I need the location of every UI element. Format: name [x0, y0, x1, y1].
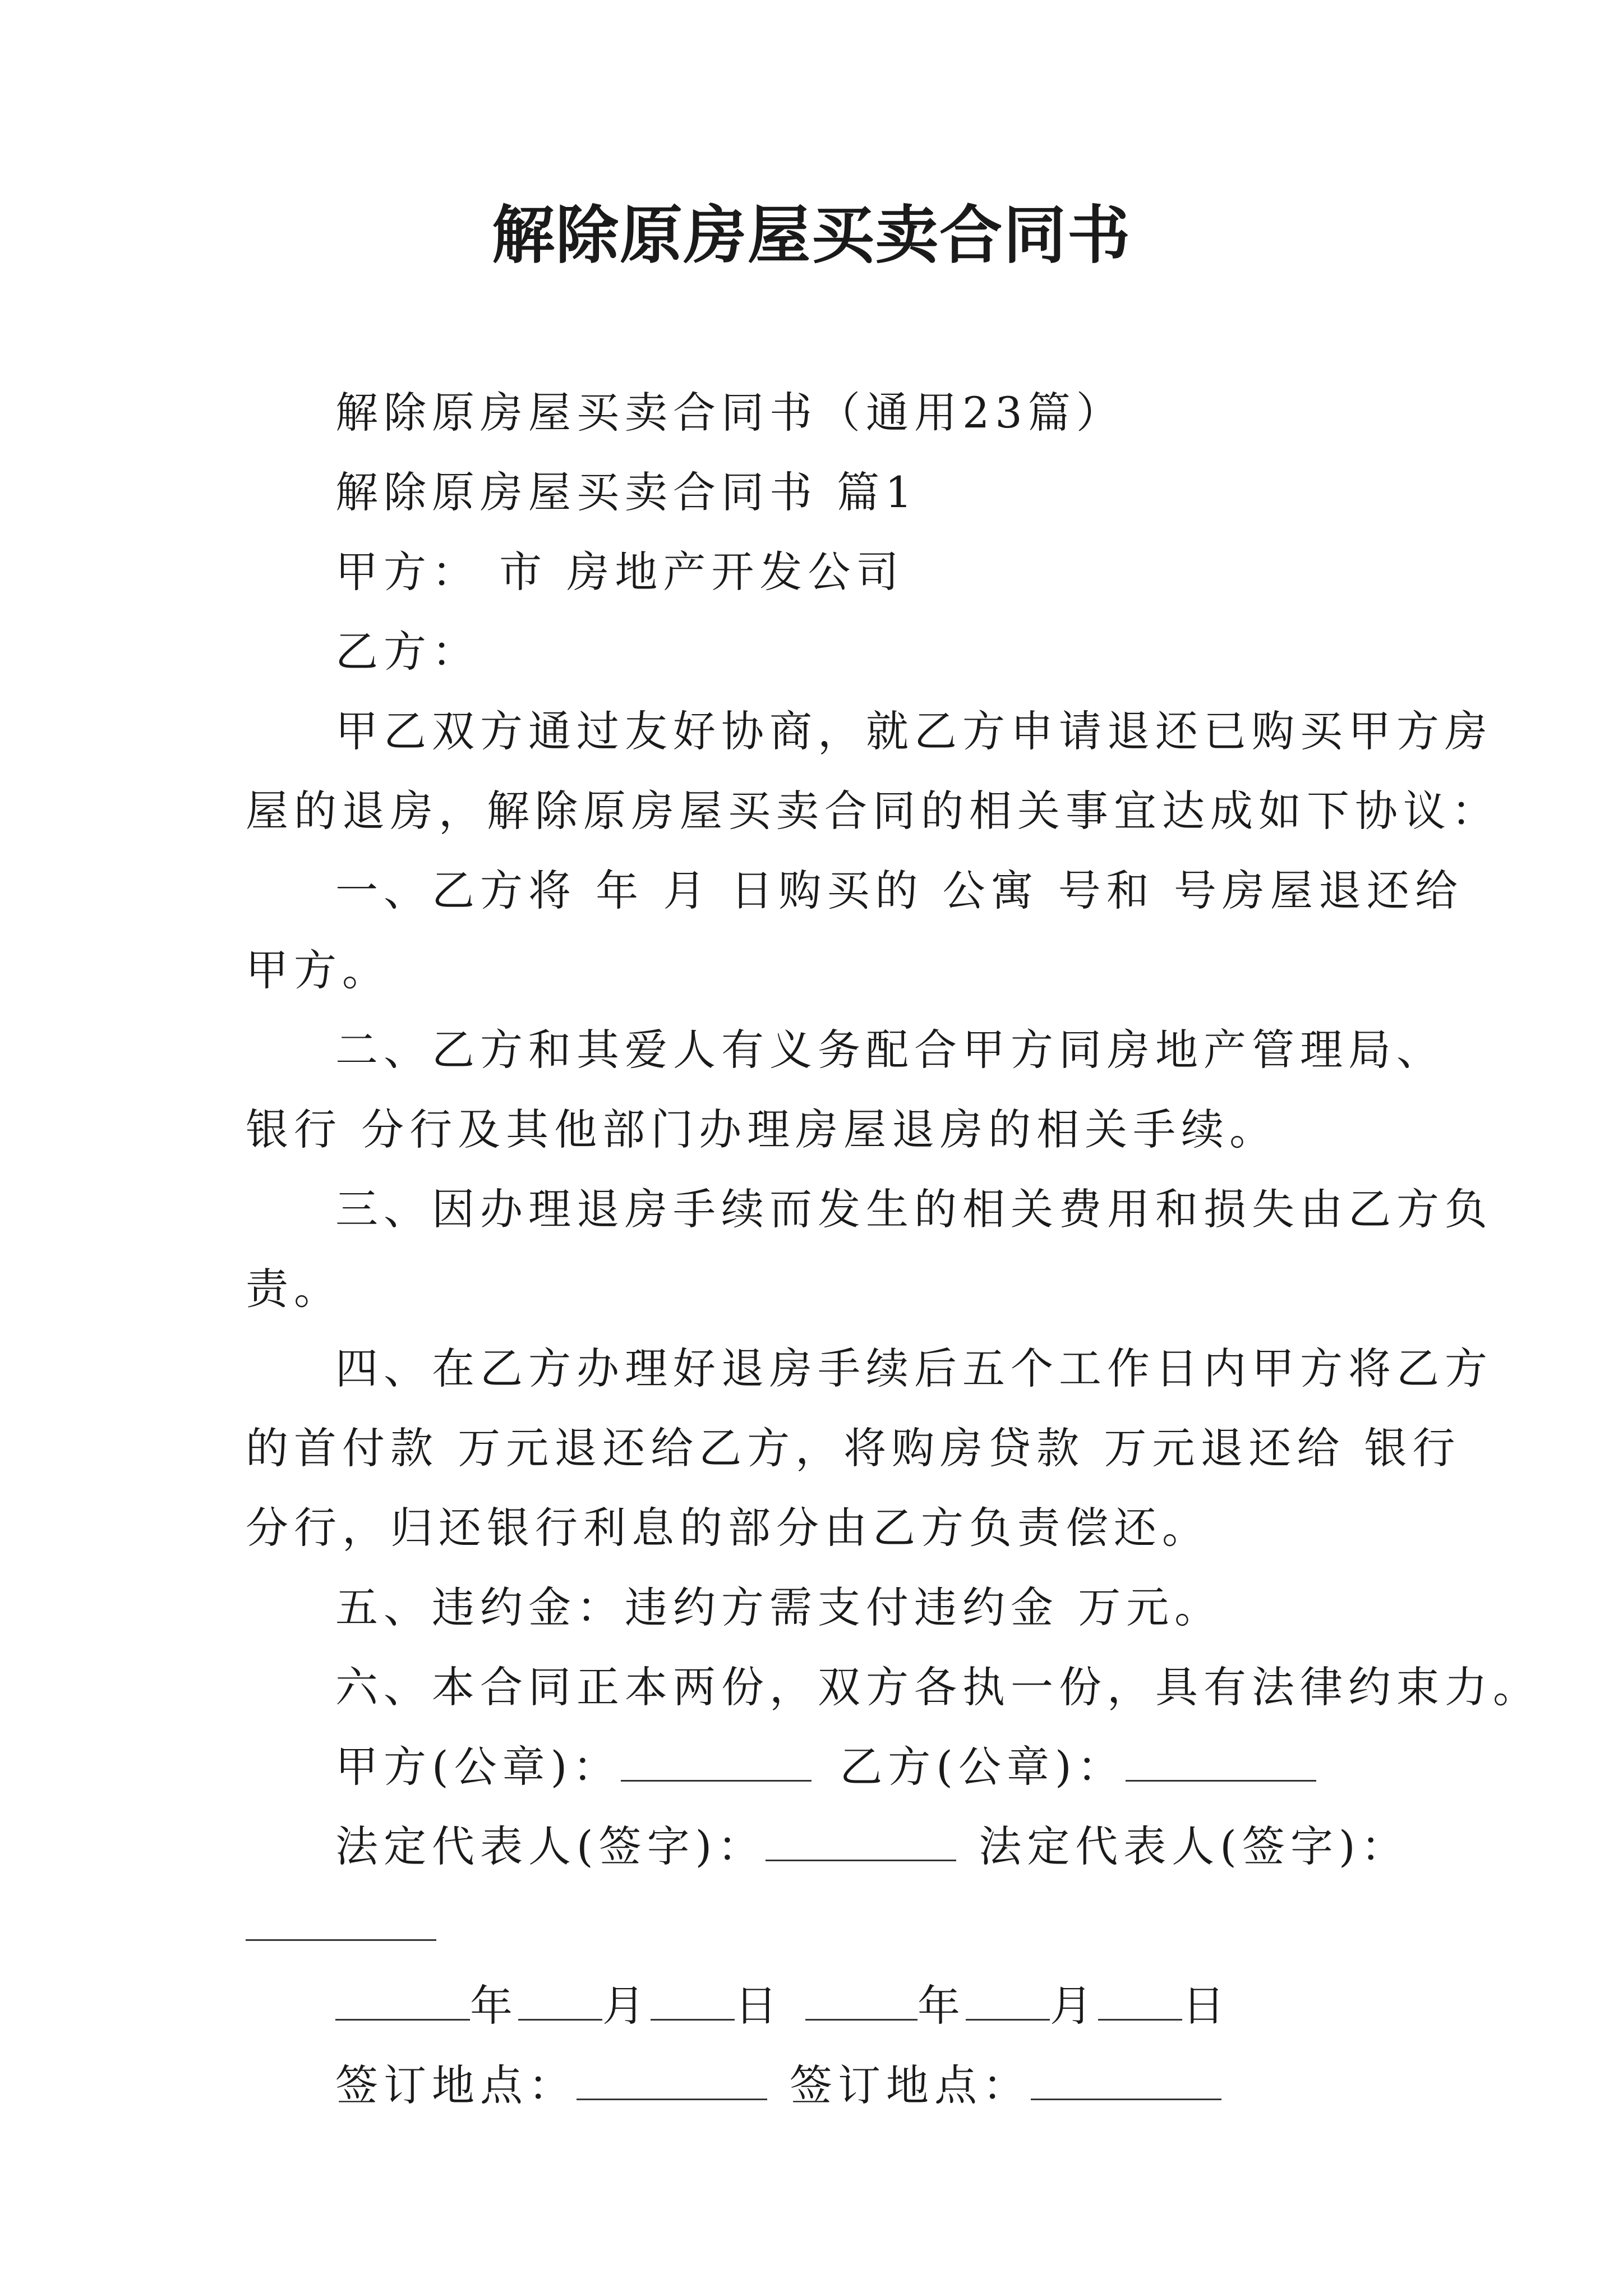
party-b-place-label: 签订地点： [790, 2060, 1031, 2110]
party-b-day-label: 日 [1182, 1981, 1230, 2031]
clause-3-line-1: 三、因办理退房手续而发生的相关费用和损失由乙方负 [335, 1184, 1493, 1234]
party-b-line: 乙方： [335, 627, 480, 677]
party-a-year-blank [335, 1980, 470, 2021]
party-a-day-label: 日 [735, 1981, 783, 2031]
clause-4-line-3: 分行，归还银行利息的部分由乙方负责偿还。 [246, 1503, 1210, 1553]
party-a-seal-blank [621, 1741, 811, 1782]
seal-line [335, 1736, 1316, 1798]
party-b-month-label: 月 [1050, 1981, 1098, 2031]
clause-1-line-1: 一、乙方将 年 月 日购买的 公寓 号和 号房屋退还给 [335, 866, 1463, 915]
intro-paragraph-line-2: 屋的退房，解除原房屋买卖合同的相关事宜达成如下协议： [246, 786, 1500, 836]
signing-place-line [335, 2055, 1221, 2116]
party-a-seal-label: 甲方(公章)： [335, 1742, 621, 1792]
clause-2-line-1: 二、乙方和其爱人有义务配合甲方同房地产管理局、 [335, 1025, 1445, 1075]
party-a-representative-label: 法定代表人(签字)： [335, 1821, 766, 1871]
party-a-day-blank [651, 1980, 735, 2021]
party-a-month-label: 月 [602, 1981, 651, 2031]
party-b-day-blank [1098, 1980, 1182, 2021]
party-a-month-blank [518, 1980, 602, 2021]
clause-6: 六、本合同正本两份，双方各执一份，具有法律约束力。 [335, 1662, 1541, 1712]
party-b-seal-label: 乙方(公章)： [840, 1742, 1126, 1792]
clause-1-line-2: 甲方。 [246, 945, 390, 995]
party-a-place-blank [577, 2059, 767, 2100]
clause-4-line-2: 的首付款 万元退还给乙方，将购房贷款 万元退还给 银行 [246, 1423, 1461, 1473]
representative-line [335, 1816, 1409, 1878]
intro-paragraph-line-1: 甲乙双方通过友好协商，就乙方申请退还已购买甲方房 [335, 706, 1493, 756]
party-a-year-label: 年 [470, 1981, 518, 2031]
party-b-representative-label: 法定代表人(签字)： [979, 1821, 1409, 1871]
representative-b-blank-line [246, 1895, 436, 1957]
party-a-place-label: 签订地点： [335, 2060, 577, 2110]
party-a-line: 甲方： 市 房地产开发公司 [335, 547, 905, 597]
section-heading: 解除原房屋买卖合同书 篇1 [335, 467, 918, 517]
party-b-month-blank [966, 1980, 1050, 2021]
date-line [335, 1975, 1230, 2037]
document-subtitle: 解除原房屋买卖合同书（通用23篇） [335, 388, 1124, 438]
party-b-representative-blank [246, 1900, 436, 1941]
clause-3-line-2: 责。 [246, 1264, 342, 1314]
clause-4-line-1: 四、在乙方办理好退房手续后五个工作日内甲方将乙方 [335, 1343, 1493, 1393]
clause-5: 五、违约金：违约方需支付违约金 万元。 [335, 1582, 1223, 1632]
party-b-place-blank [1031, 2059, 1221, 2100]
party-b-year-blank [805, 1980, 917, 2021]
party-b-year-label: 年 [917, 1981, 966, 2031]
party-b-seal-blank [1126, 1741, 1316, 1782]
document-title: 解除原房屋买卖合同书 [492, 199, 1131, 272]
party-a-representative-blank [766, 1820, 956, 1861]
clause-2-line-2: 银行 分行及其他部门办理房屋退房的相关手续。 [246, 1105, 1278, 1154]
